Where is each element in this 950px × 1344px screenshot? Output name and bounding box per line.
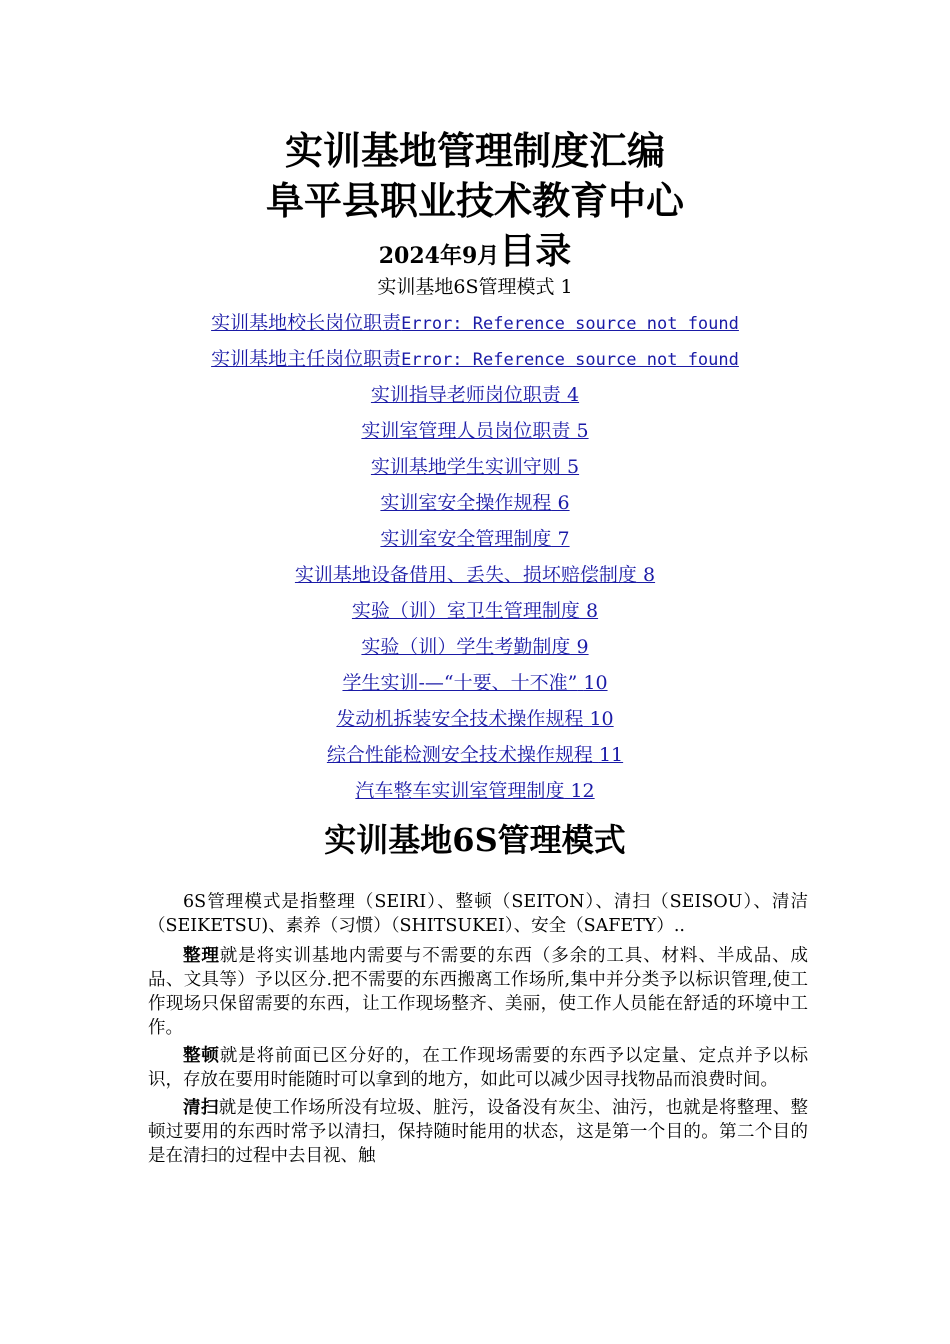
toc-link[interactable]: 实训基地校长岗位职责Error: Reference source not found [211, 312, 739, 334]
toc-link[interactable]: 实训基地主任岗位职责Error: Reference source not found [211, 348, 739, 370]
toc-link[interactable]: 综合性能检测安全技术操作规程 11 [326, 744, 624, 766]
toc-entry [0, 704, 950, 740]
organization-name: 阜平县职业技术教育中心 [265, 179, 684, 223]
toc-entry [0, 344, 950, 380]
section-body [148, 890, 808, 1172]
term-label: 整理 [183, 946, 220, 966]
toc-entry [0, 740, 950, 776]
toc-link[interactable]: 学生实训-—“十要、十不准” 10 [342, 672, 608, 694]
toc-entry [0, 632, 950, 668]
toc-link[interactable]: 汽车整车实训室管理制度 12 [355, 780, 595, 802]
toc-entry [0, 560, 950, 596]
toc-entry [0, 776, 950, 812]
table-of-contents [0, 308, 950, 812]
toc-link[interactable]: 实训室安全管理制度 7 [380, 528, 570, 550]
body-paragraph: 整顿就是将前面已区分好的，在工作现场需要的东西予以定量、定点并予以标识，存放在要用时能随时可以拿到的地方，如此可以减少因寻找物品而浪费时间。 [148, 1046, 809, 1090]
toc-link[interactable]: 实训指导老师岗位职责 4 [370, 384, 580, 406]
toc-heading: 目录 [499, 231, 572, 272]
toc-entry [0, 596, 950, 632]
document-title: 实训基地管理制度汇编 [284, 129, 665, 173]
term-label: 清扫 [183, 1098, 219, 1118]
toc-entry [0, 416, 950, 452]
term-label: 整顿 [183, 1046, 220, 1066]
intro-paragraph: 6S管理模式是指整理（SEIRI）、整顿（SEITON）、清扫（SEISOU）、清洁（SEIKETSU)、素养（习惯）（SHITSUKEI）、安全（SAFETY）.. [148, 892, 808, 936]
toc-entry [0, 452, 950, 488]
toc-entry [0, 308, 950, 344]
body-paragraph: 清扫就是使工作场所没有垃圾、脏污，设备没有灰尘、油污，也就是将整理、整顿过要用的东西时常予以清扫，保持随时能用的状态，这是第一个目的。第二个目的是在清扫的过程中去目视、触 [148, 1098, 809, 1166]
toc-link[interactable]: 实训基地设备借用、丢失、损坏赔偿制度 8 [294, 564, 656, 586]
toc-link[interactable]: 实训室管理人员岗位职责 5 [361, 420, 589, 442]
toc-entry-first: 实训基地6S管理模式 1 [377, 276, 573, 298]
toc-entry [0, 380, 950, 416]
toc-link[interactable]: 实训基地学生实训守则 5 [370, 456, 580, 478]
toc-link[interactable]: 发动机拆装安全技术操作规程 10 [336, 708, 614, 730]
toc-entry [0, 524, 950, 560]
toc-link[interactable]: 实验（训）室卫生管理制度 8 [351, 600, 599, 622]
toc-entry [0, 668, 950, 704]
body-paragraph: 整理就是将实训基地内需要与不需要的东西（多余的工具、材料、半成品、成品、文具等）予以区分.把不需要的东西搬离工作场所,集中并分类予以标识管理,使工作现场只保留需要的东西，让工作现场整齐、美丽，使工作人员能在舒适的环境中工作。 [148, 946, 809, 1038]
section-heading: 实训基地6S管理模式 [324, 821, 626, 859]
toc-entry [0, 488, 950, 524]
toc-link[interactable]: 实验（训）学生考勤制度 9 [361, 636, 589, 658]
document-date: 2024年9月 [378, 243, 500, 269]
toc-link[interactable]: 实训室安全操作规程 6 [380, 492, 570, 514]
